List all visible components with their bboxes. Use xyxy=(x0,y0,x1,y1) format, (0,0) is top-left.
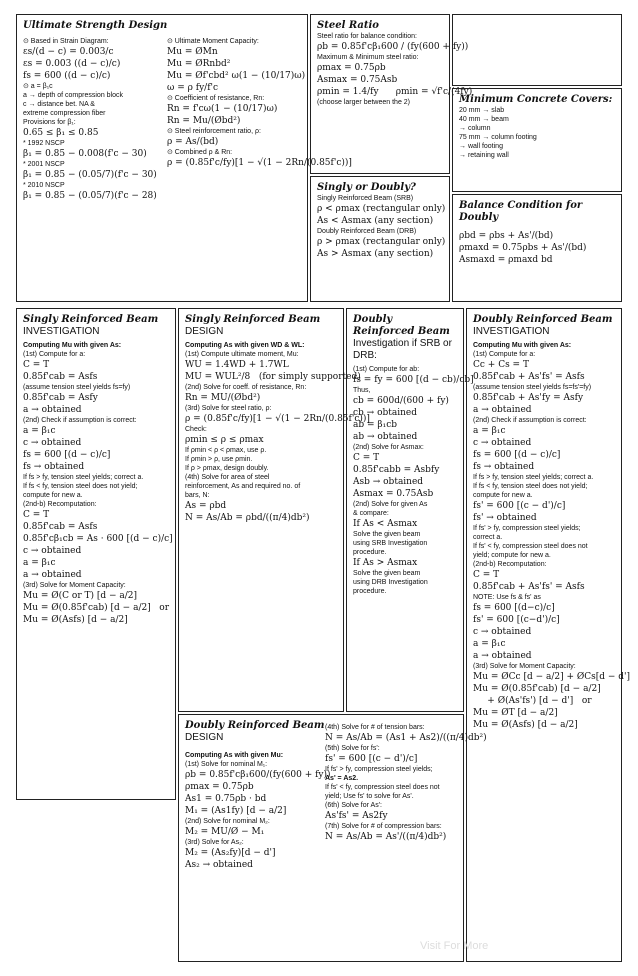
text-line: Solve the given beam xyxy=(353,531,421,538)
formula-line: cb = 600d/(600 + fy) xyxy=(353,396,449,406)
drb-srb-investigation-panel xyxy=(346,308,474,712)
text-line: As' = As2. xyxy=(325,775,359,782)
panel-subtitle: INVESTIGATION xyxy=(473,326,550,337)
formula-line: 0.85f'cab = Asfs xyxy=(23,372,98,382)
formula-line: Mu = Ø(0.85f'cab) [d − a/2] xyxy=(473,684,601,694)
formula-line: 0.85f'cab = Asfs xyxy=(23,522,98,532)
text-line: If ρmin > ρ, use ρmin. xyxy=(185,456,253,463)
formula-line: MU = WUL²/8 (for simply supported) xyxy=(185,372,361,382)
text-line: (2nd) Check if assumption is correct: xyxy=(473,417,587,424)
formula-line: Mu = Øf'cbd² ω(1 − (10/17)ω) xyxy=(167,71,306,81)
formula-line: fs = fy = 600 [(d − cb)/cb] xyxy=(353,375,474,385)
formula-line: a = β₁c xyxy=(23,426,56,436)
formula-line: cb → obtained xyxy=(353,408,417,418)
formula-line: M₂ = (As₂fy)[d − d'] xyxy=(185,848,276,858)
text-line: (7th) Solve for # of compression bars: xyxy=(325,823,442,830)
text-line: NOTE: Use fs & fs' as xyxy=(473,594,541,601)
formula-line: fs' = 600 [(c − d')/c] xyxy=(473,501,566,511)
formula-line: N = As/Ab = (As1 + As2)/((π/4)db²) xyxy=(325,733,487,743)
text-line: using SRB Investigation xyxy=(353,540,428,547)
formula-line: β₁ = 0.85 − (0.05/7)(f'c − 30) xyxy=(23,170,157,180)
formula-line: ρb = 0.85f'cβ₁600/(fy(600 + fy)) xyxy=(185,770,331,780)
formula-line: a = β₁c xyxy=(23,558,56,568)
text-line: If fs < fy, tension steel does not yield; xyxy=(473,483,588,490)
formula-line: ρbd = ρbs + As'/(bd) xyxy=(459,231,554,241)
formula-line: ρmax = 0.75ρb xyxy=(317,63,386,73)
text-line: ⊙ Ultimate Moment Capacity: xyxy=(167,38,259,45)
text-line: compute for new a. xyxy=(23,492,83,499)
steel-lines xyxy=(317,32,473,107)
panel-title: Ultimate Strength Design xyxy=(23,20,168,31)
formula-line: 0.85f'cab = Asfy xyxy=(23,393,98,403)
panel-title: Doubly Reinforced Beam xyxy=(353,314,450,337)
text-line: ⊙ Steel reinforcement ratio, ρ: xyxy=(167,128,261,135)
text-line: * 2001 NSCP xyxy=(23,161,65,168)
formula-line: ρmin = 1.4/fy ρmin = √f'c/(4fy) xyxy=(317,87,473,97)
formula-line: 0.85f'cabb = Asbfy xyxy=(353,465,440,475)
text-line: extreme compression fiber xyxy=(23,110,106,117)
formula-line: Mu = ØCc [d − a/2] + ØCs[d − d'] xyxy=(473,672,631,682)
text-line: (2nd) Solve for Asmax: xyxy=(353,444,424,451)
text-line: (2nd) Solve for given As xyxy=(353,501,428,508)
blank-panel xyxy=(452,14,622,86)
formula-line: a → obtained xyxy=(23,405,82,415)
text-line: Computing As with given Mu: xyxy=(185,752,284,759)
text-line: 75 mm → column footing xyxy=(459,134,537,141)
formula-line: Asmax = 0.75Asb xyxy=(353,489,434,499)
drbi-lines xyxy=(473,341,631,731)
panel-title: Singly Reinforced Beam xyxy=(23,314,159,325)
formula-line: ρmaxd = 0.75ρbs + As'/(bd) xyxy=(459,243,587,253)
formula-line: ρ = As/(bd) xyxy=(167,137,219,147)
formula-line: As1 = 0.75ρb · bd xyxy=(185,794,267,804)
panel-subtitle: DESIGN xyxy=(185,326,224,337)
text-line: using DRB Investigation xyxy=(353,579,428,586)
text-line: (3rd) Solve for Moment Capacity: xyxy=(473,663,576,670)
text-line: (2nd) Check if assumption is correct: xyxy=(23,417,137,424)
formula-line: As > Asmax (any section) xyxy=(317,249,434,259)
text-line: procedure. xyxy=(353,588,387,595)
text-line: (assume tension steel yields fs=fs'=fy) xyxy=(473,384,592,391)
text-line: If ρmin < ρ < ρmax, use ρ. xyxy=(185,447,267,454)
text-line: If fs > fy, tension steel yields; correct a. xyxy=(473,474,594,481)
text-line: Computing Mu with given As: xyxy=(23,342,122,349)
formula-line: ρ = (0.85f'c/fy)[1 − √(1 − 2Rn/(0.85f'c))] xyxy=(185,414,370,424)
formula-line: As'fs' = As2fy xyxy=(325,811,388,821)
formula-line: C = T xyxy=(23,360,50,370)
text-line: 20 mm → slab xyxy=(459,107,505,114)
formula-line: ρmax = 0.75ρb xyxy=(185,782,254,792)
formula-line: Rn = MU/(Øbd²) xyxy=(185,393,261,403)
formula-line: a = β₁c xyxy=(473,426,506,436)
formula-line: C = T xyxy=(23,510,50,520)
formula-line: Mu = Ø(C or T) [d − a/2] xyxy=(23,591,138,601)
formula-line: fs = 600 [(d − c)/c] xyxy=(23,450,111,460)
text-line: (5th) Solve for fs': xyxy=(325,745,380,752)
panel-subtitle: INVESTIGATION xyxy=(23,326,100,337)
formula-line: M₁ = (As1fy) [d − a/2] xyxy=(185,806,287,816)
formula-line: Mu = Ø(Asfs) [d − a/2] xyxy=(473,720,578,730)
formula-line: ab = β₁cb xyxy=(353,420,398,430)
uls-left xyxy=(23,37,168,202)
formula-line: εs = 0.003 ((d − c)/c) xyxy=(23,59,121,69)
text-line: Computing Mu with given As: xyxy=(473,342,572,349)
formula-line: If As < Asmax xyxy=(353,519,418,529)
text-line: (3rd) Solve for steel ratio, ρ: xyxy=(185,405,272,412)
text-line: Singly Reinforced Beam (SRB) xyxy=(317,195,414,202)
formula-line: 0.85f'cβ₁cb = As · 600 [(d − c)/c] xyxy=(23,534,173,544)
text-line: (3rd) Solve for As₂: xyxy=(185,839,244,846)
formula-line: fs' = 600 [(c − d')/c] xyxy=(325,754,418,764)
text-line: (2nd) Solve for coeff. of resistance, Rn: xyxy=(185,384,307,391)
formula-line: c → obtained xyxy=(23,546,82,556)
formula-line: a → obtained xyxy=(473,651,532,661)
formula-line: ab → obtained xyxy=(353,432,418,442)
srb-investigation-panel xyxy=(16,308,176,800)
panel-title: Doubly Reinforced Beam xyxy=(185,720,325,731)
formula-line: As₂ → obtained xyxy=(185,860,253,870)
text-line: If fs' < fy, compression steel does not xyxy=(325,784,440,791)
text-line: (2nd) Solve for nominal M₂: xyxy=(185,818,270,825)
text-line: Computing As with given WD & WL: xyxy=(185,342,305,349)
formula-line: C = T xyxy=(473,570,500,580)
formula-line: Mu = ØRnbd² xyxy=(167,59,231,69)
panel-title: Minimum Concrete Covers: xyxy=(459,94,613,105)
text-line: & compare: xyxy=(353,510,389,517)
formula-line: Asb → obtained xyxy=(353,477,424,487)
drbd-left xyxy=(185,751,331,871)
text-line: 40 mm → beam xyxy=(459,116,509,123)
panel-title: Balance Condition for Doubly xyxy=(459,200,583,223)
text-line: Steel ratio for balance condition: xyxy=(317,33,418,40)
formula-line: Cc + Cs = T xyxy=(473,360,529,370)
text-line: (2nd-b) Recomputation: xyxy=(23,501,97,508)
drb-investigation-panel xyxy=(466,308,631,962)
formula-line: C = T xyxy=(353,453,380,463)
panel-title: Doubly Reinforced Beam xyxy=(473,314,613,325)
formula-line: ω = ρ fy/f'c xyxy=(167,83,219,93)
formula-line: c → obtained xyxy=(473,438,532,448)
text-line: Solve the given beam xyxy=(353,570,421,577)
cover-lines xyxy=(459,106,615,160)
formula-line: ρb = 0.85f'cβ₁600 / (fy(600 + fy)) xyxy=(317,42,469,52)
concrete-cover-panel xyxy=(452,88,622,192)
formula-line: Mu = ØMn xyxy=(167,47,218,57)
formula-line: WU = 1.4WD + 1.7WL xyxy=(185,360,289,370)
formula-line: a → obtained xyxy=(473,405,532,415)
text-line: If ρ > ρmax, design doubly. xyxy=(185,465,269,472)
text-line: (1st) Compute for a: xyxy=(473,351,536,358)
formula-line: + Ø(As'fs') [d − d'] or xyxy=(473,696,592,706)
formula-line: Rn = Mu/(Øbd²) xyxy=(167,116,241,126)
text-line: (4th) Solve for # of tension bars: xyxy=(325,724,425,731)
text-line: a → depth of compression block xyxy=(23,92,123,99)
watermark-text: Visit For More xyxy=(420,940,489,952)
text-line: ⊙ a = β₁c xyxy=(23,83,53,90)
text-line: compute for new a. xyxy=(473,492,533,499)
text-line: Doubly Reinforced Beam (DRB) xyxy=(317,228,417,235)
drbinv-lines xyxy=(353,365,474,596)
text-line: If fs' > fy, compression steel yields; xyxy=(325,766,433,773)
text-line: (assume tension steel yields fs=fy) xyxy=(23,384,131,391)
text-line: (6th) Solve for As': xyxy=(325,802,382,809)
text-line: (1st) Solve for nominal M₁: xyxy=(185,761,268,768)
text-line: ⊙ Based in Strain Diagram: xyxy=(23,38,109,45)
formula-line: Asmaxd = ρmaxd bd xyxy=(459,255,553,265)
text-line: ⊙ Combined ρ & Rn: xyxy=(167,149,233,156)
formula-line: fs' = 600 [(c−d')/c] xyxy=(473,615,560,625)
text-line: Maximum & Minimum steel ratio: xyxy=(317,54,419,61)
formula-line: 0.85f'cab + As'fs' = Asfs xyxy=(473,372,585,382)
formula-line: fs = 600 [(d − c)/c] xyxy=(473,450,561,460)
text-line: (3rd) Solve for Moment Capacity: xyxy=(23,582,126,589)
formula-line: As = ρbd xyxy=(185,501,227,511)
formula-line: fs = 600 [(d−c)/c] xyxy=(473,603,555,613)
formula-line: 0.85f'cab + As'fs' = Asfs xyxy=(473,582,585,592)
formula-line: N = As/Ab = As'/((π/4)db²) xyxy=(325,832,447,842)
text-line: (1st) Compute for ab: xyxy=(353,366,420,373)
formula-line: c → obtained xyxy=(23,438,82,448)
formula-line: ρ < ρmax (rectangular only) xyxy=(317,204,446,214)
text-line: If fs' > fy, compression steel yields; xyxy=(473,525,581,532)
formula-line: c → obtained xyxy=(473,627,532,637)
drbd-right xyxy=(325,723,487,843)
panel-subtitle: Investigation if SRB or DRB: xyxy=(353,338,452,361)
text-line: * 2010 NSCP xyxy=(23,182,65,189)
text-line: Check: xyxy=(185,426,207,433)
panel-title: Steel Ratio xyxy=(317,20,379,31)
text-line: → retaining wall xyxy=(459,152,509,159)
text-line: If fs > fy, tension steel yields; correct a. xyxy=(23,474,144,481)
formula-line: Mu = Ø(Asfs) [d − a/2] xyxy=(23,615,128,625)
formula-line: a = β₁c xyxy=(473,639,506,649)
text-line: bars, N: xyxy=(185,492,210,499)
formula-line: β₁ = 0.85 − (0.05/7)(f'c − 28) xyxy=(23,191,157,201)
text-line: (4th) Solve for area of steel xyxy=(185,474,270,481)
formula-line: N = As/Ab = ρbd/((π/4)db²) xyxy=(185,513,310,523)
formula-line: ρ = (0.85f'c/fy)[1 − √(1 − 2Rn/(0.85f'c))] xyxy=(167,158,352,168)
formula-line: If As > Asmax xyxy=(353,558,418,568)
text-line: c → distance bet. NA & xyxy=(23,101,95,108)
text-line: (choose larger between the 2) xyxy=(317,99,410,106)
text-line: procedure. xyxy=(353,549,387,556)
formula-line: As < Asmax (any section) xyxy=(317,216,434,226)
text-line: yield; compute for new a. xyxy=(473,552,551,559)
panel-title: Singly or Doubly? xyxy=(317,182,416,193)
sd-lines xyxy=(317,194,446,260)
formula-line: β₁ = 0.85 − 0.008(f'c − 30) xyxy=(23,149,147,159)
formula-line: fs' → obtained xyxy=(473,513,537,523)
text-line: reinforcement, As and required no. of xyxy=(185,483,301,490)
formula-line: Mu = Ø(0.85f'cab) [d − a/2] or xyxy=(23,603,170,613)
formula-line: ρmin ≤ ρ ≤ ρmax xyxy=(185,435,264,445)
formula-line: 0.85f'cab + As'fy = Asfy xyxy=(473,393,584,403)
text-line: If fs < fy, tension steel does not yield; xyxy=(23,483,138,490)
formula-line: fs = 600 ((d − c)/c) xyxy=(23,71,111,81)
formula-line: fs → obtained xyxy=(23,462,85,472)
text-line: → wall footing xyxy=(459,143,503,150)
bal-lines xyxy=(459,230,615,266)
text-line: * 1992 NSCP xyxy=(23,140,65,147)
srbi-lines xyxy=(23,341,173,626)
formula-line: Mu = ØT [d − a/2] xyxy=(473,708,558,718)
formula-line: Rn = f'cω(1 − (10/17)ω) xyxy=(167,104,278,114)
formula-line: εs/(d − c) = 0.003/c xyxy=(23,47,114,57)
text-line: (1st) Compute ultimate moment, Mu: xyxy=(185,351,299,358)
text-line: Thus, xyxy=(353,387,371,394)
drb-design-panel xyxy=(178,714,487,962)
text-line: If fs' < fy, compression steel does not xyxy=(473,543,588,550)
text-line: correct a. xyxy=(473,534,503,541)
text-line: → column xyxy=(459,125,491,132)
text-line: ⊙ Coefficient of resistance, Rn: xyxy=(167,95,265,102)
formula-line: M₂ = MU/Ø − M₁ xyxy=(185,827,265,837)
text-line: Provisions for β₁: xyxy=(23,119,76,126)
text-line: (2nd-b) Recomputation: xyxy=(473,561,547,568)
singly-or-doubly-panel xyxy=(310,176,450,302)
formula-line: a → obtained xyxy=(23,570,82,580)
formula-line: fs → obtained xyxy=(473,462,535,472)
panel-title: Singly Reinforced Beam xyxy=(185,314,321,325)
formula-line: ρ > ρmax (rectangular only) xyxy=(317,237,446,247)
text-line: yield; Use fs' to solve for As'. xyxy=(325,793,414,800)
text-line: (1st) Compute for a: xyxy=(23,351,86,358)
balance-condition-panel xyxy=(452,194,622,302)
formula-line: Asmax = 0.75Asb xyxy=(317,75,398,85)
steel-ratio-panel xyxy=(310,14,473,174)
formula-line: 0.65 ≤ β₁ ≤ 0.85 xyxy=(23,128,99,138)
panel-subtitle: DESIGN xyxy=(185,732,224,743)
